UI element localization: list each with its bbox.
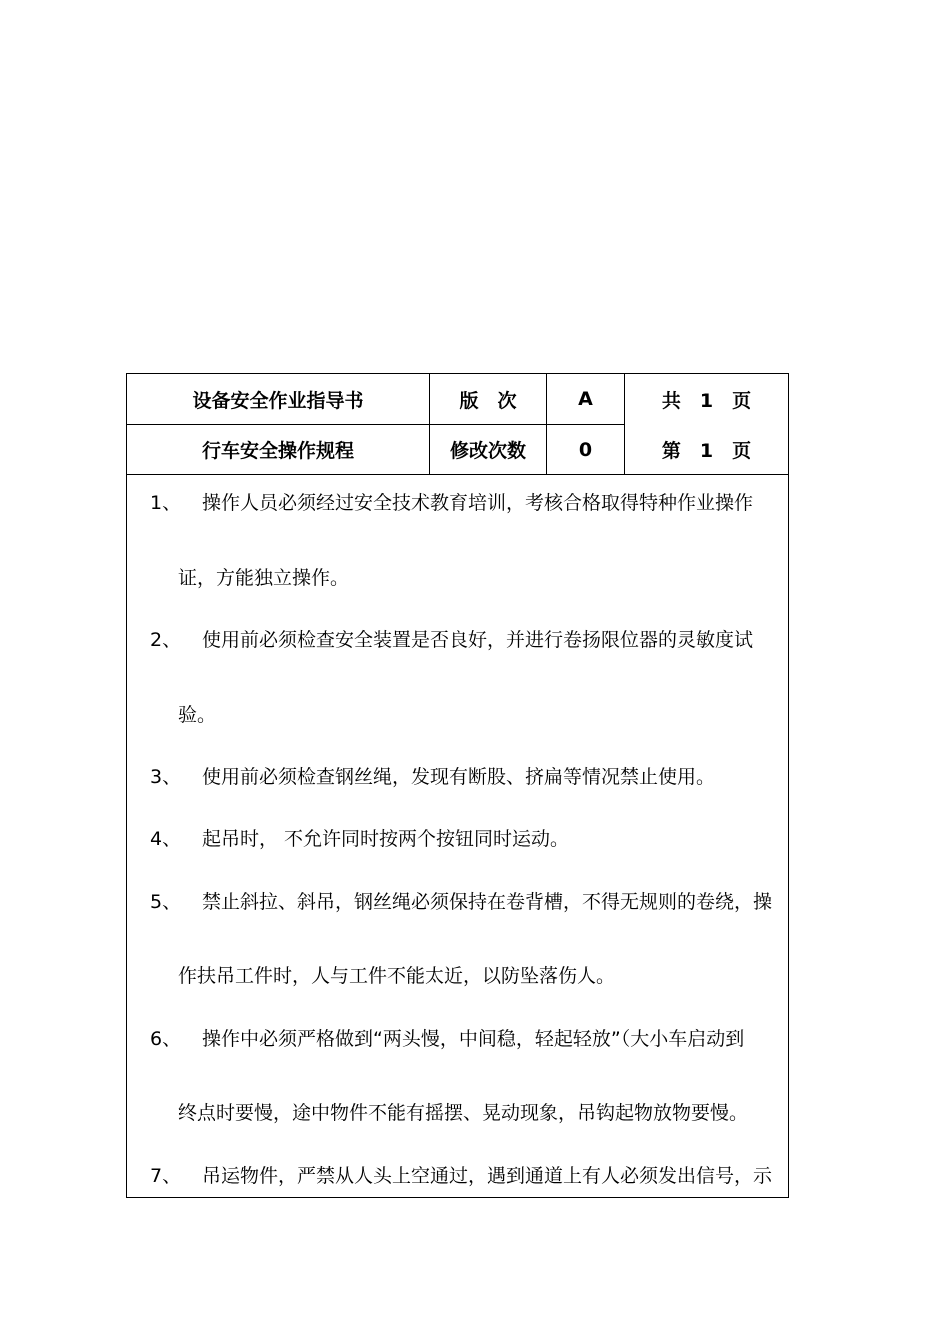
- procedure-title: 行车安全操作规程: [201, 440, 354, 462]
- item-number: 1、: [150, 492, 182, 514]
- revision-value: 0: [578, 438, 593, 461]
- item-number: 6、: [150, 1028, 182, 1050]
- header-divider: [127, 474, 788, 475]
- page-number: 第 1 页: [661, 440, 752, 462]
- item-text: 吊运物件，严禁从人头上空通过，遇到通道上有人必须发出信号，示: [202, 1165, 773, 1187]
- item-text: 验。: [178, 704, 217, 726]
- version-label: 版 次: [459, 389, 517, 412]
- item-text: 使用前必须检查安全装置是否良好，并进行卷扬限位器的灵敏度试: [202, 629, 754, 651]
- version-value: A: [578, 388, 593, 410]
- item-number: 4、: [150, 828, 182, 850]
- item-text: 证，方能独立操作。: [178, 567, 350, 589]
- item-number: 3、: [150, 766, 182, 788]
- item-text: 操作中必须严格做到“两头慢，中间稳，轻起轻放”（大小车启动到: [202, 1028, 745, 1050]
- item-number: 5、: [150, 891, 182, 913]
- item-text: 使用前必须检查钢丝绳，发现有断股、挤扁等情况禁止使用。: [202, 766, 716, 788]
- item-text: 起吊时， 不允许同时按两个按钮同时运动。: [202, 828, 570, 850]
- item-text: 终点时要慢，途中物件不能有摇摆、晃动现象，吊钩起物放物要慢。: [178, 1102, 749, 1124]
- header-table: [127, 374, 788, 475]
- item-text: 操作人员必须经过安全技术教育培训，考核合格取得特种作业操作: [202, 492, 754, 514]
- document-frame: [126, 373, 789, 1198]
- item-number: 7、: [150, 1165, 182, 1187]
- document-title: 设备安全作业指导书: [192, 389, 364, 412]
- item-number: 2、: [150, 629, 182, 651]
- item-text: 作扶吊工件时，人与工件不能太近，以防坠落伤人。: [178, 965, 616, 987]
- revision-label: 修改次数: [449, 440, 526, 462]
- item-text: 禁止斜拉、斜吊，钢丝绳必须保持在卷背槽，不得无规则的卷绕，操: [202, 891, 773, 913]
- total-pages: 共 1 页: [661, 389, 752, 412]
